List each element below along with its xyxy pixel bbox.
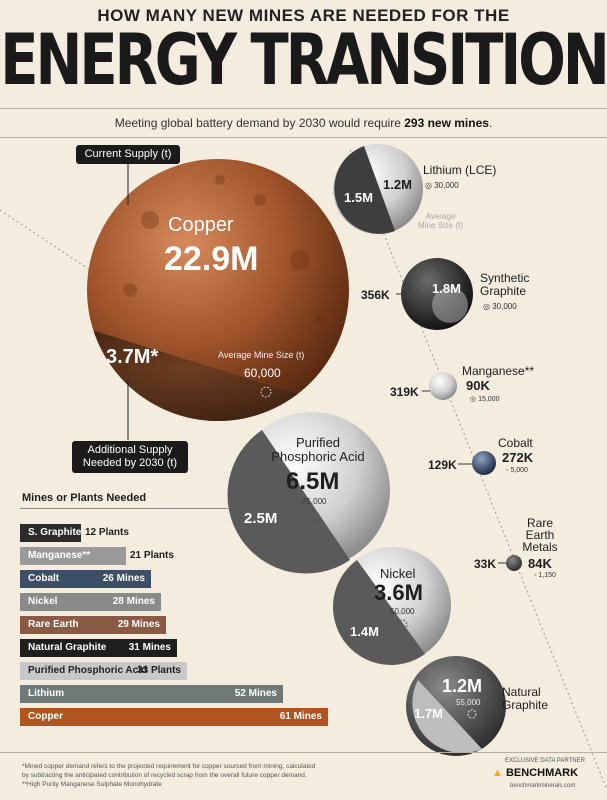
lithium-avg: 30,000: [434, 181, 459, 190]
bar-label: Lithium: [28, 688, 65, 699]
nickel-avg: 50,000: [390, 607, 415, 616]
mines-needed-divider: [20, 508, 230, 509]
lithium-avg-row: ◎ 30,000: [425, 181, 459, 190]
copper-additional: 3.7M*: [106, 346, 159, 368]
natural-graphite-name: Natural Graphite: [502, 685, 549, 712]
footer-divider: [0, 752, 607, 753]
partner-url: benchmarkminerals.com: [510, 783, 576, 789]
current-supply-label: Current Supply (t): [76, 145, 180, 164]
bar-value-label: 21 Plants: [130, 550, 174, 561]
manganese-current: 90K: [466, 378, 490, 393]
cobalt-current: 272K: [502, 450, 534, 465]
rare-earth-current: 84K: [528, 556, 552, 571]
bar-value-label: 33 Plants: [137, 665, 181, 676]
partner-label: EXCLUSIVE DATA PARTNER: [505, 758, 585, 764]
nickel-current: 3.6M: [374, 580, 423, 605]
copper-avg: 60,000: [244, 366, 281, 380]
bar-value-label: 28 Mines: [112, 596, 155, 607]
synthetic-graphite-avg: 30,000: [492, 302, 517, 311]
natural-graphite-current: 1.2M: [442, 676, 483, 696]
copper-name: Copper: [168, 214, 234, 236]
bar-3: [20, 593, 161, 611]
rare-earth-sphere: [506, 555, 522, 571]
bar-label: Rare Earth: [28, 619, 79, 630]
subtitle-bold: 293 new mines: [404, 116, 489, 130]
nickel-additional: 1.4M: [350, 624, 379, 639]
partner-name: BENCHMARK: [505, 767, 579, 779]
bar-value-label: 29 Mines: [117, 619, 160, 630]
synthetic-graphite-additional: 356K: [361, 288, 390, 302]
lithium-additional: 1.5M: [344, 190, 373, 205]
synthetic-graphite-avg-row: ◎ 30,000: [483, 302, 517, 311]
synthetic-graphite-name: Synthetic Graphite: [480, 271, 530, 298]
additional-supply-label: Additional Supply Needed by 2030 (t): [72, 441, 188, 473]
rare-earth-additional: 33K: [474, 557, 497, 571]
bar-label: Copper: [28, 711, 63, 722]
rare-earth-avg: 1,150: [538, 572, 556, 579]
bar-1: [20, 547, 174, 565]
partner-logo: [492, 767, 578, 779]
mines-needed-title: Mines or Plants Needed: [22, 492, 147, 504]
natural-graphite-avg: 55,000: [456, 698, 481, 707]
phosphoric-acid-current: 6.5M: [286, 468, 340, 495]
cobalt-additional: 129K: [428, 458, 457, 472]
bar-value-label: 31 Mines: [128, 642, 171, 653]
bar-label: Natural Graphite: [28, 642, 107, 653]
bar-value-label: 12 Plants: [85, 527, 129, 538]
cobalt-name: Cobalt: [498, 436, 533, 450]
bar-0: [20, 524, 129, 542]
bar-label: Manganese**: [28, 550, 91, 561]
natural-graphite-additional: 1.7M: [414, 706, 443, 721]
bar-label: S. Graphite: [28, 527, 82, 538]
bar-5: [20, 639, 177, 657]
bar-2: [20, 570, 151, 588]
avg-mine-size-legend: Average Mine Size (t): [418, 212, 463, 230]
header-top-line: HOW MANY NEW MINES ARE NEEDED FOR THE: [97, 6, 510, 25]
phosphoric-acid-additional: 2.5M: [244, 510, 278, 527]
page-title: ENERGY TRANSITION: [0, 20, 607, 102]
manganese-avg: 15,000: [478, 396, 500, 403]
bar-value-label: 26 Mines: [102, 573, 145, 584]
rare-earth-name: Rare Earth Metals: [522, 516, 558, 554]
bar-4: [20, 616, 166, 634]
footer-note-2: by subtracting the anticipated contribution of recycled scrap from the overall future copper demand.: [22, 772, 307, 779]
cobalt-sphere: [472, 451, 496, 475]
lithium-name: Lithium (LCE): [423, 163, 497, 177]
subtitle-pre: Meeting global battery demand by 2030 would require: [114, 116, 405, 130]
phosphoric-acid-name: Purified Phosphoric Acid: [271, 435, 365, 464]
bar-label: Nickel: [28, 596, 58, 607]
manganese-sphere: [429, 372, 457, 400]
copper-current: 22.9M: [164, 240, 259, 278]
bar-6: [20, 662, 187, 680]
bar-value-label: 52 Mines: [234, 688, 277, 699]
cobalt-avg: 5,000: [510, 467, 528, 474]
bar-8: [20, 708, 328, 726]
synthetic-graphite-current: 1.8M: [432, 281, 461, 296]
benchmark-icon: ▲: [492, 767, 503, 779]
nickel-name: Nickel: [380, 566, 416, 581]
bar-value-label: 61 Mines: [279, 711, 322, 722]
manganese-additional: 319K: [390, 385, 419, 399]
rare-earth-avg-row: ◦ 1,150: [534, 572, 556, 579]
copper-avg-label: Average Mine Size (t): [218, 350, 305, 360]
bar-label: Cobalt: [28, 573, 60, 584]
manganese-name: Manganese**: [462, 364, 535, 378]
lithium-current: 1.2M: [383, 177, 412, 192]
footer-note-1: *Mined copper demand refers to the projected requirement for copper sourced from mining, calculated: [22, 763, 316, 770]
phosphoric-acid-avg: 75,000: [302, 497, 327, 506]
manganese-avg-row: ◎ 15,000: [470, 396, 500, 403]
bar-label: Purified Phosphoric Acid: [28, 665, 148, 676]
bar-7: [20, 685, 283, 703]
subtitle-post: .: [488, 116, 493, 130]
footer-note-3: **High Purity Manganese Sulphate Monohydrate: [22, 781, 162, 788]
cobalt-avg-row: ◦ 5,000: [506, 467, 528, 474]
